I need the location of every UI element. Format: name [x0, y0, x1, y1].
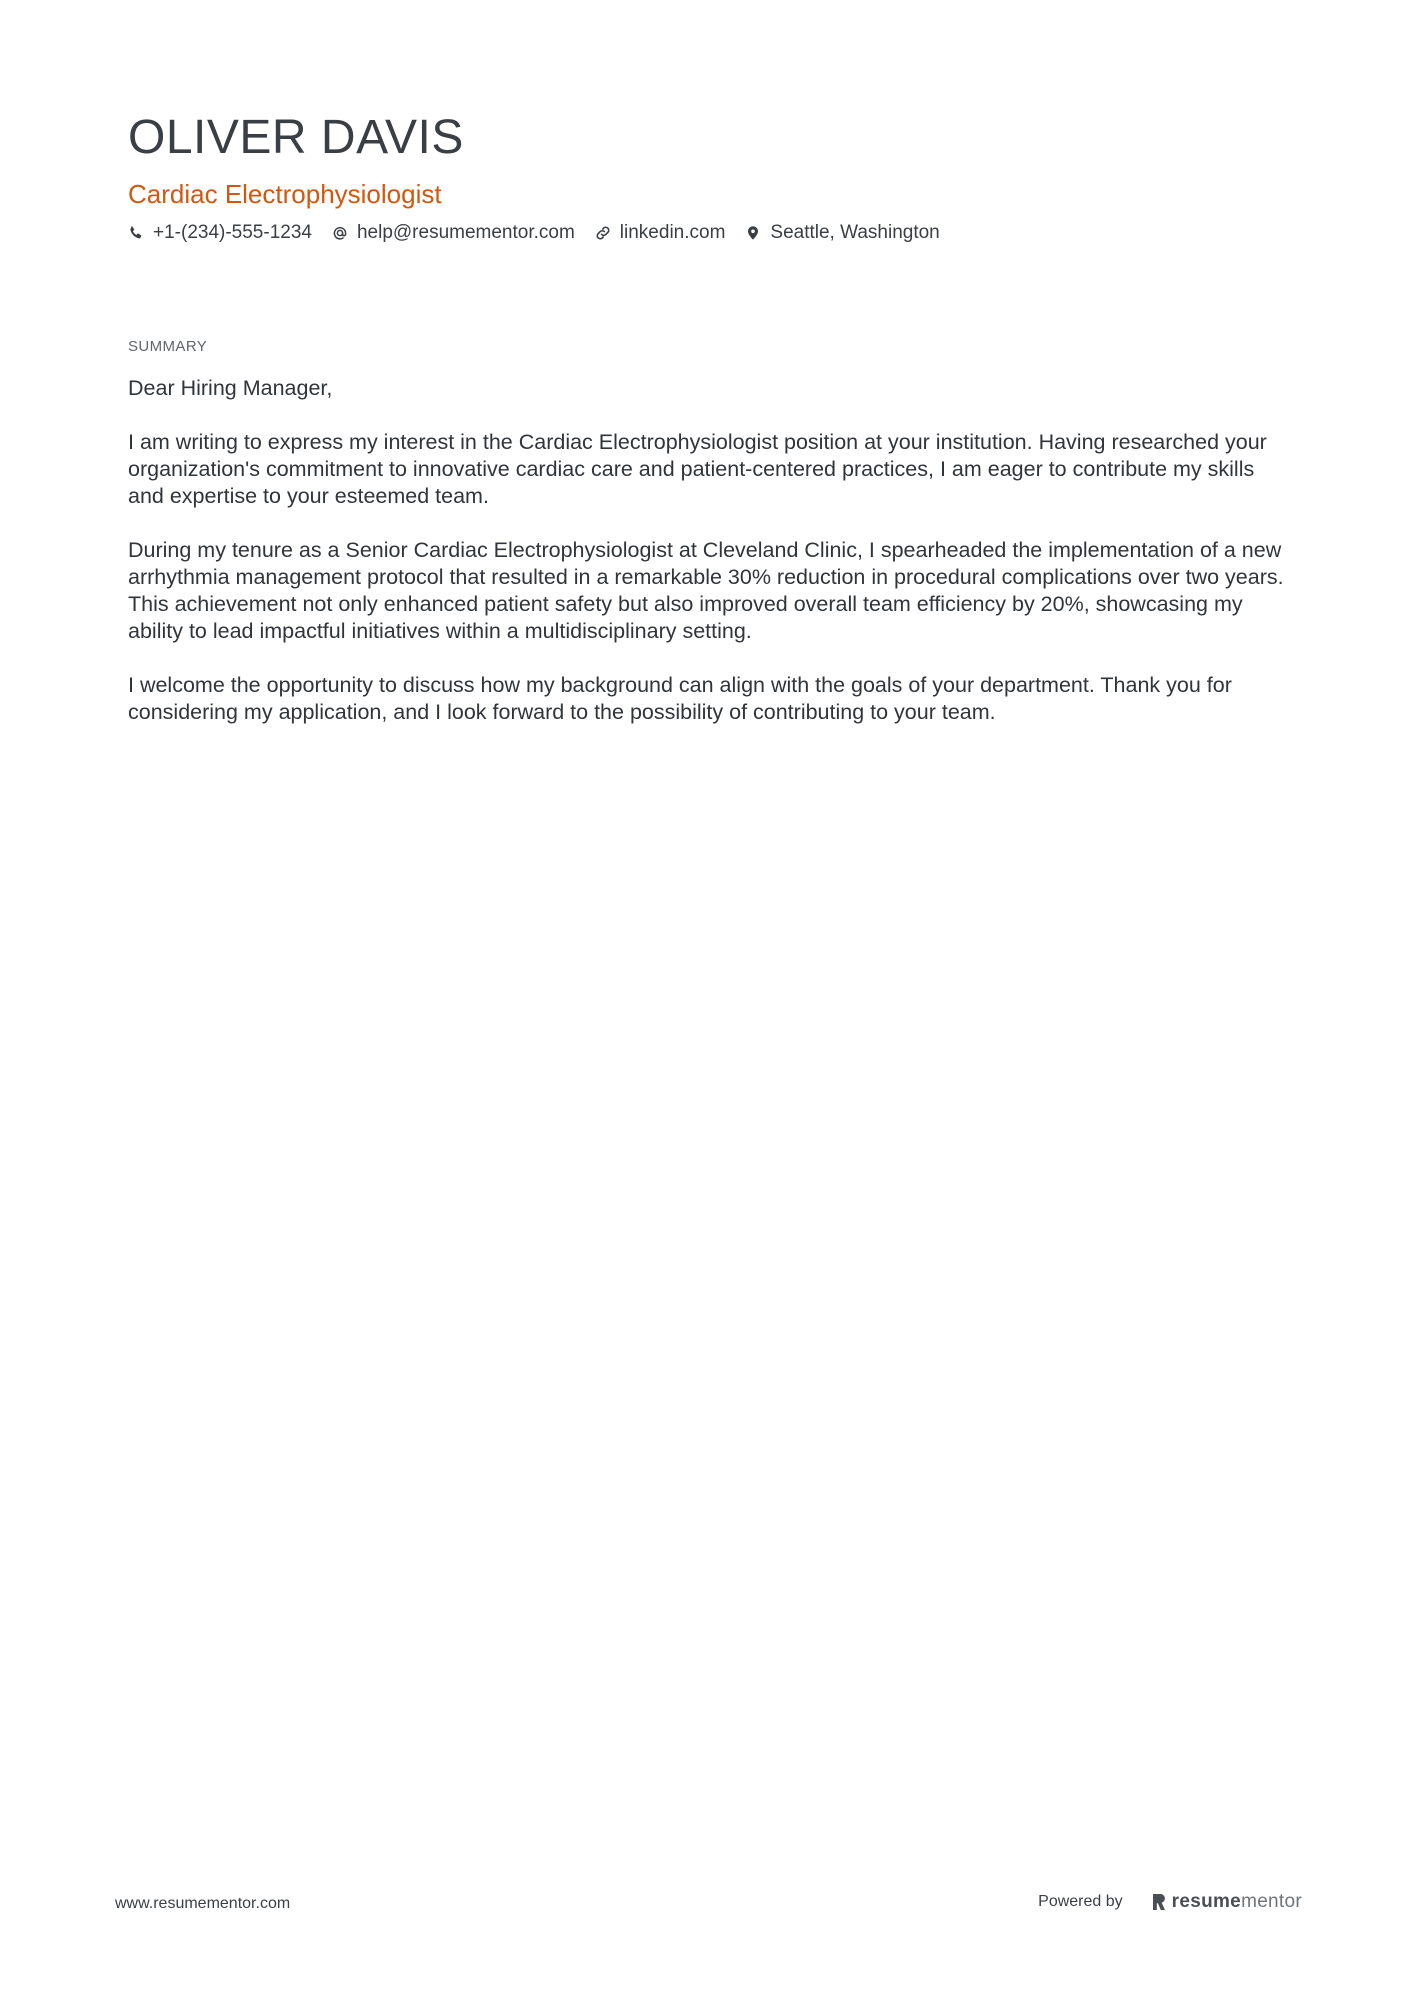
powered-by-label: Powered by	[1038, 1893, 1123, 1910]
resumementor-logo-icon	[1151, 1892, 1167, 1912]
resumementor-logo[interactable]	[1151, 1891, 1302, 1913]
contact-phone-text: +1-(234)-555-1234	[153, 221, 312, 243]
link-icon	[595, 225, 611, 241]
resume-header	[128, 112, 1288, 244]
brand-wordmark-strong: resume	[1171, 1891, 1242, 1912]
contact-email-text[interactable]: help@resumementor.com	[356, 221, 575, 243]
section-heading-summary: SUMMARY	[128, 338, 208, 355]
letter-paragraph: During my tenure as a Senior Cardiac Electrophysiologist at Cleveland Clinic, I spearheaded the implementation of a new arrhythmia management protocol that resulted in a remarkable 30% reduction in procedural complications over two years. This achievement not only enhanced patient safety but also improved overall team efficiency by 20%, showcasing my ability to lead impactful initiatives within a multidisciplinary setting.	[128, 538, 1284, 643]
candidate-name: OLIVER DAVIS	[128, 111, 464, 164]
at-icon	[332, 225, 348, 241]
letter-paragraph: I welcome the opportunity to discuss how my background can align with the goals of your department. Thank you for considering my application, and I look forward to the possibility of contributing to your team.	[128, 673, 1232, 724]
location-pin-icon	[745, 225, 761, 241]
letter-paragraph: I am writing to express my interest in the Cardiac Electrophysiologist position at your institution. Having researched your organization's commitment to innovative cardiac care and patient-centered practices, I am eager to contribute my skills and expertise to your esteemed team.	[128, 430, 1267, 508]
footer-powered-by	[1038, 1891, 1302, 1913]
contact-phone	[128, 222, 312, 244]
summary-section	[128, 338, 1288, 753]
footer-website-link[interactable]: www.resumementor.com	[115, 1895, 291, 1912]
brand-wordmark-light: mentor	[1241, 1891, 1302, 1912]
contact-email[interactable]	[332, 222, 575, 244]
phone-icon	[128, 225, 144, 241]
contact-linkedin-text[interactable]: linkedin.com	[619, 221, 726, 243]
contact-linkedin[interactable]	[595, 222, 726, 244]
letter-salutation: Dear Hiring Manager,	[128, 376, 333, 400]
contact-location	[745, 222, 939, 244]
contact-location-text: Seattle, Washington	[770, 221, 940, 243]
brand-wordmark	[1172, 1891, 1302, 1913]
contact-bar	[128, 222, 1288, 244]
job-title: Cardiac Electrophysiologist	[128, 178, 442, 209]
